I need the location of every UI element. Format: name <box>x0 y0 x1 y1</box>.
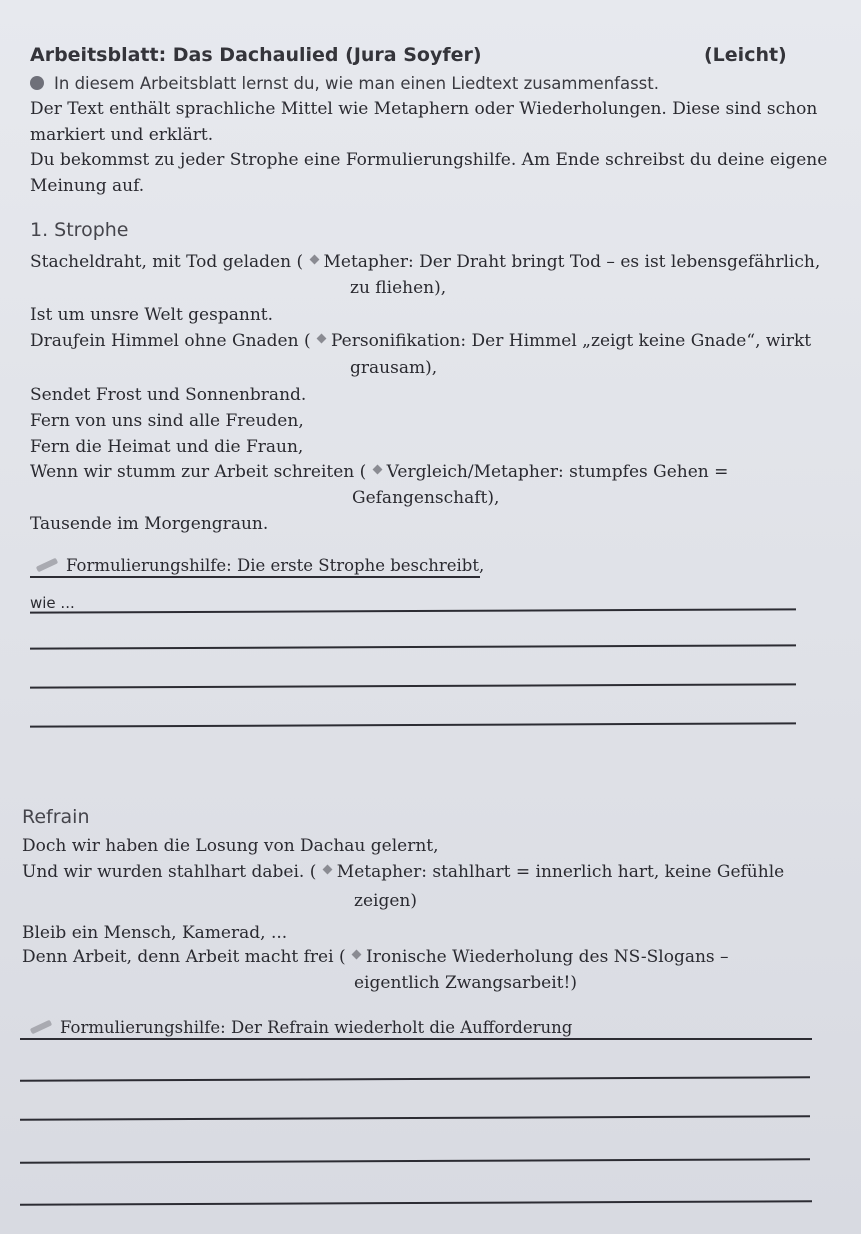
refrain-line-1: Doch wir haben die Losung von Dachau gelernt, <box>22 836 439 856</box>
annotation-text: Personifikation: Der Himmel „zeigt keine Gnade“, wirkt <box>330 331 812 351</box>
answer-line-4[interactable] <box>30 722 796 727</box>
verse-text: Und wir wurden stahlhart dabei. ( <box>22 862 317 882</box>
strophe1-line-7 <box>30 459 728 485</box>
refrain-line-3: Bleib ein Mensch, Kamerad, ... <box>22 923 288 943</box>
intro-text-1: In diesem Arbeitsblatt lernst du, wie man einen Liedtext zusammenfasst. <box>54 74 659 93</box>
strophe1-hint-cont: wie ... <box>30 594 75 612</box>
annotation-text: Metapher: stahlhart = innerlich hart, keine Gefühle <box>336 862 785 882</box>
difficulty-label: (Leicht) <box>704 44 787 66</box>
annotation-text: Vergleich/Metapher: stumpfes Gehen = <box>386 462 729 482</box>
intro-line-5: Meinung auf. <box>30 176 145 196</box>
refrain-hint <box>30 1018 572 1037</box>
info-icon <box>30 76 44 90</box>
strophe1-line-8: Tausende im Morgengraun. <box>30 514 269 534</box>
intro-line-2: Der Text enthält sprachliche Mittel wie Metaphern oder Wiederholungen. Diese sind schon <box>30 99 818 119</box>
pencil-icon <box>30 1020 52 1035</box>
strophe1-line-4: Sendet Frost und Sonnenbrand. <box>30 385 307 405</box>
refrain-line-2 <box>22 859 784 885</box>
refrain-line-4 <box>22 944 729 970</box>
strophe1-note-1-cont: zu fliehen), <box>350 278 447 298</box>
page-title: Arbeitsblatt: Das Dachaulied (Jura Soyfer) <box>30 44 482 66</box>
diamond-icon <box>309 255 319 265</box>
diamond-icon <box>372 465 382 475</box>
diamond-icon <box>322 865 332 875</box>
refrain-note-2-cont: zeigen) <box>354 891 417 911</box>
diamond-icon <box>317 334 327 344</box>
verse-text: Stacheldraht, mit Tod geladen ( <box>30 252 304 272</box>
verse-text: Drauƒein Himmel ohne Gnaden ( <box>30 331 311 351</box>
strophe1-hint <box>36 556 484 575</box>
diamond-icon <box>352 950 362 960</box>
annotation-text: Ironische Wiederholung des NS-Slogans – <box>366 947 729 967</box>
pencil-icon <box>36 558 58 573</box>
hint-text: Formulierungshilfe: Der Refrain wiederholt die Aufforderung <box>60 1018 573 1037</box>
answer-line-1[interactable] <box>30 608 796 613</box>
refrain-note-4-cont: eigentlich Zwangsarbeit!) <box>354 973 577 993</box>
strophe1-line-5: Fern von uns sind alle Freuden, <box>30 411 304 431</box>
answer-line-2[interactable] <box>30 644 796 649</box>
verse-text: Wenn wir stumm zur Arbeit schreiten ( <box>30 462 367 482</box>
hint-underline <box>20 1038 812 1040</box>
strophe1-line-2: Ist um unsre Welt gespannt. <box>30 305 273 325</box>
answer-line-6[interactable] <box>20 1115 810 1120</box>
intro-line-4: Du bekommst zu jeder Strophe eine Formulierungshilfe. Am Ende schreibst du deine eigene <box>30 150 828 170</box>
verse-text: Denn Arbeit, denn Arbeit macht frei ( <box>22 947 346 967</box>
annotation-text: Metapher: Der Draht bringt Tod – es ist lebensgefährlich, <box>323 252 821 272</box>
refrain-heading: Refrain <box>22 806 90 828</box>
answer-line-5[interactable] <box>20 1076 810 1081</box>
answer-line-3[interactable] <box>30 683 796 688</box>
hint-underline <box>30 576 480 578</box>
strophe1-line-6: Fern die Heimat und die Fraun, <box>30 437 304 457</box>
answer-line-8[interactable] <box>20 1200 812 1205</box>
strophe1-note-3-cont: grausam), <box>350 358 438 378</box>
answer-line-7[interactable] <box>20 1158 810 1163</box>
strophe1-heading: 1. Strophe <box>30 219 129 241</box>
intro-line-1 <box>30 74 659 93</box>
strophe1-line-3 <box>30 328 811 354</box>
intro-line-3: markiert und erklärt. <box>30 125 214 145</box>
hint-text: Formulierungshilfe: Die erste Strophe beschreibt, <box>66 556 485 575</box>
strophe1-note-7-cont: Gefangenschaft), <box>352 488 500 508</box>
strophe1-line-1 <box>30 249 820 275</box>
